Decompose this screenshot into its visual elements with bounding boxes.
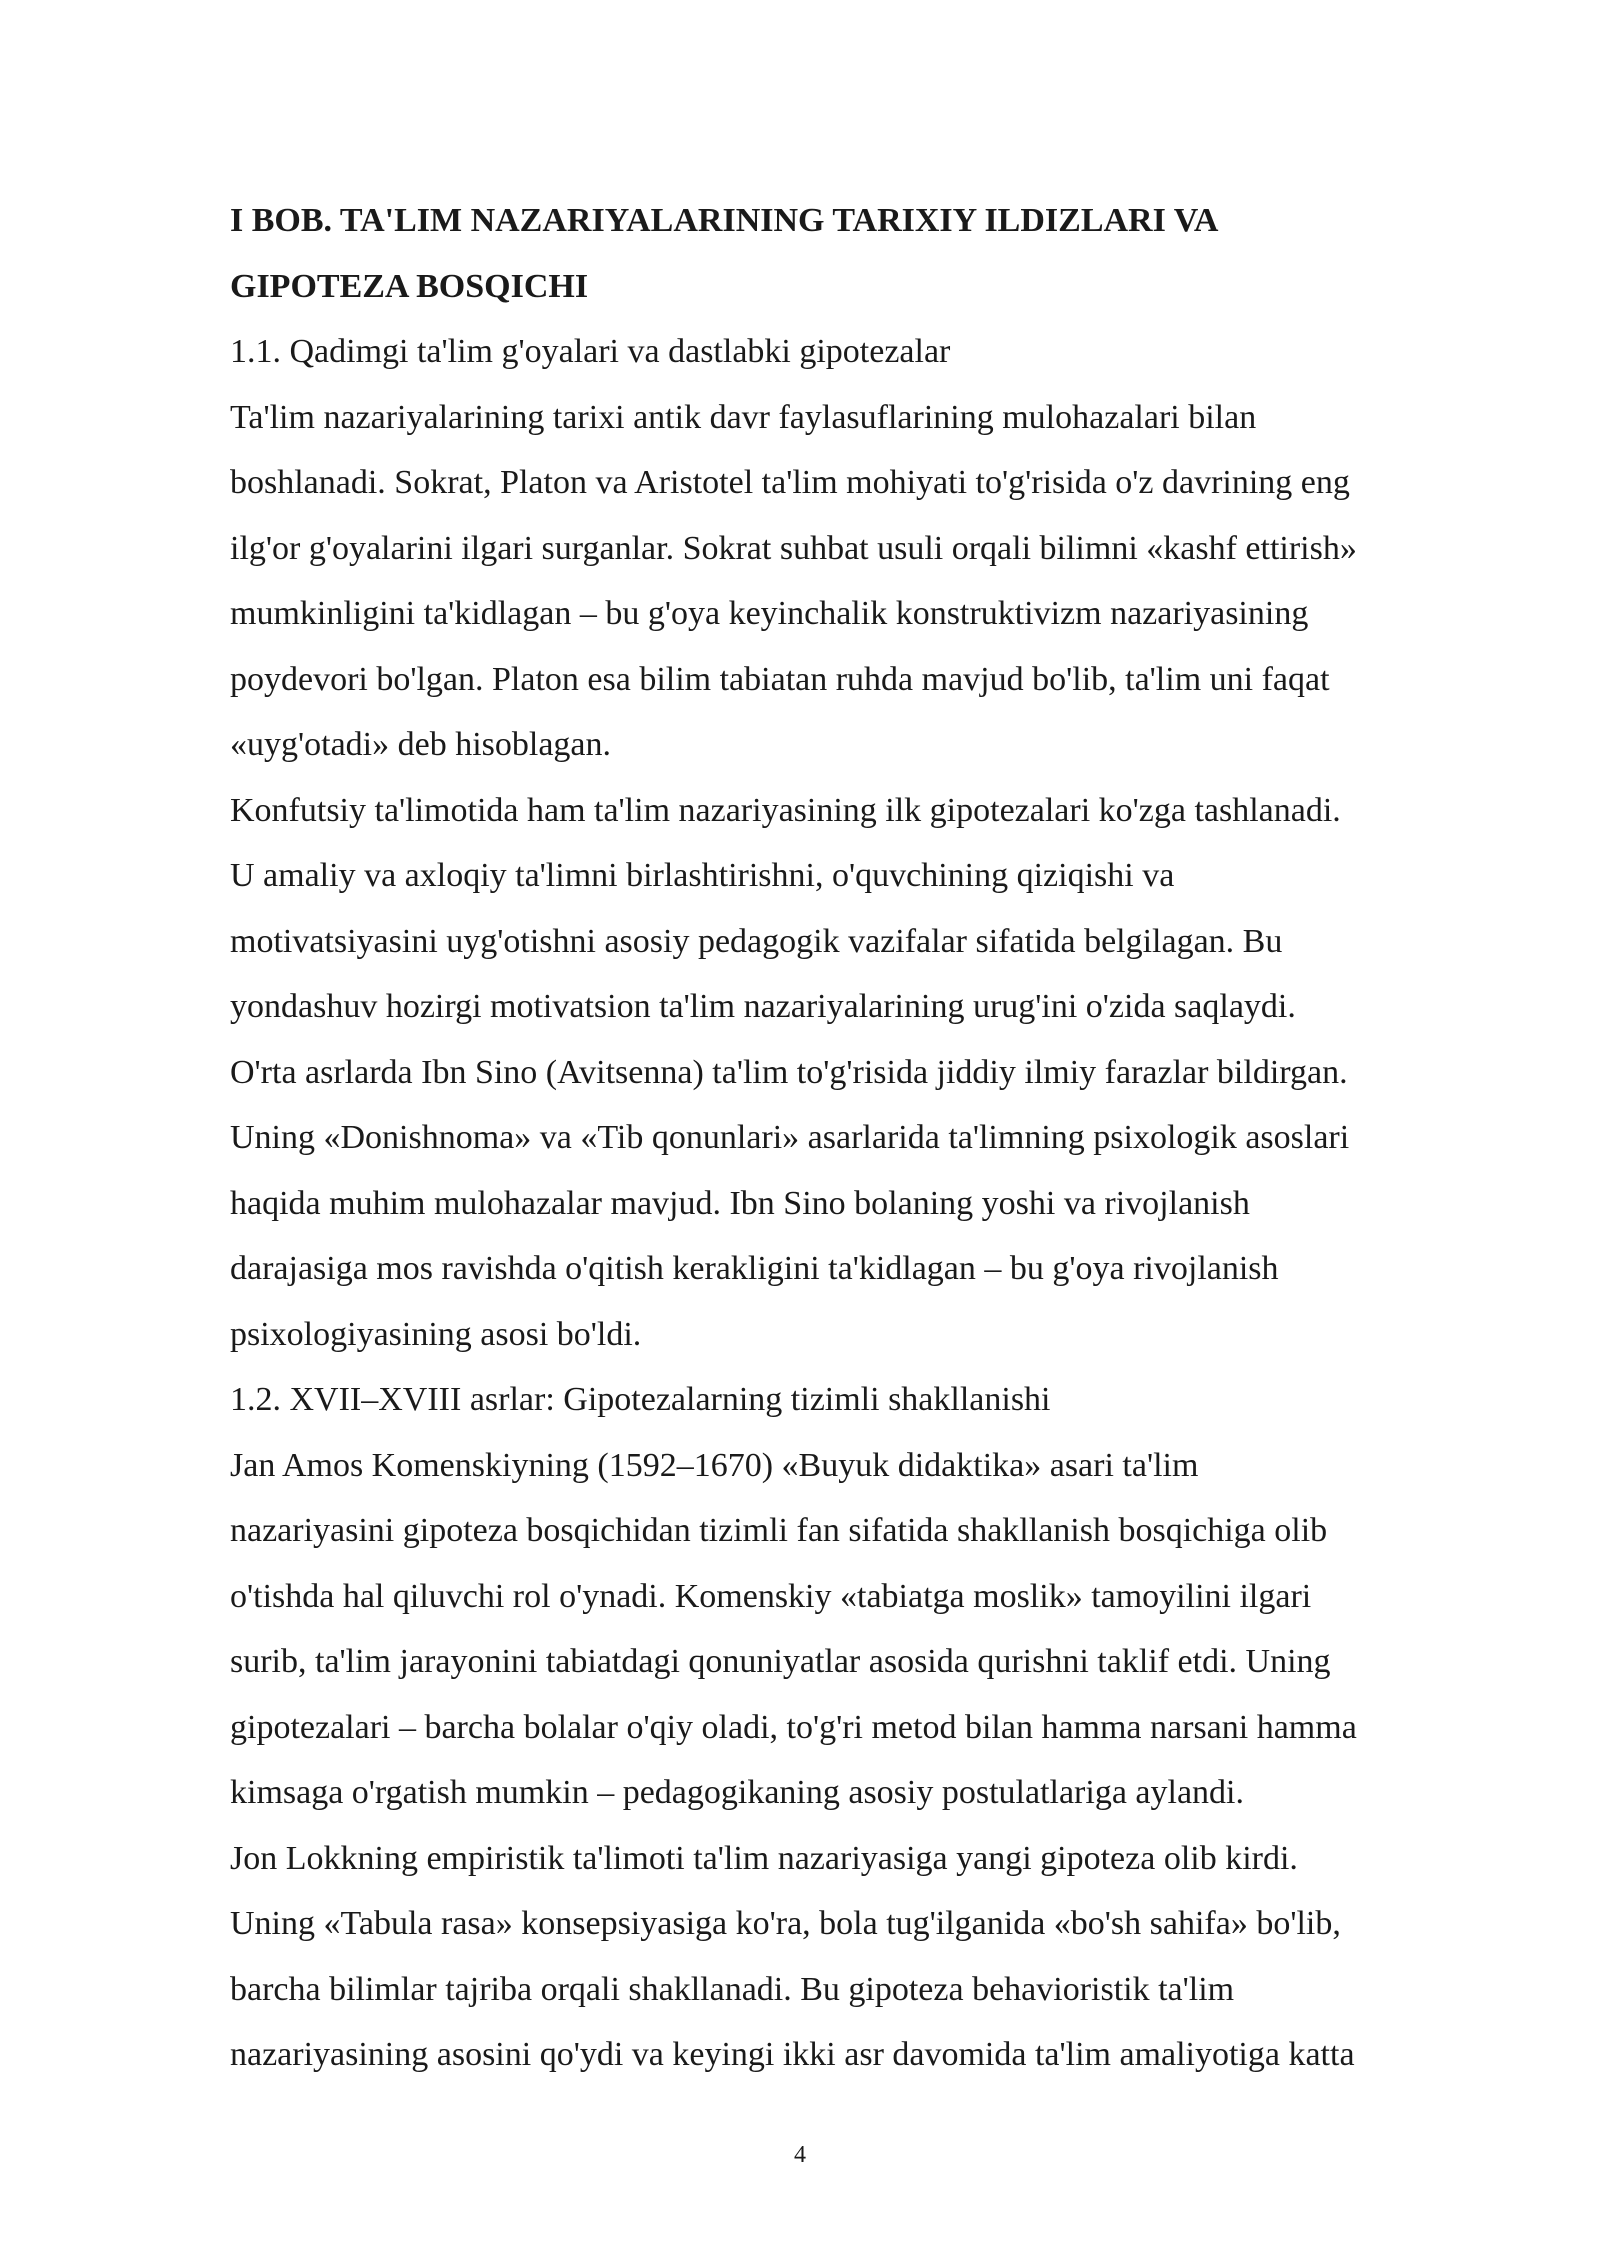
chapter-title — [230, 188, 1490, 319]
paragraph — [230, 778, 1490, 1040]
text-line: poydevori bo'lgan. Platon esa bilim tabiatan ruhda mavjud bo'lib, ta'lim uni faqat — [230, 660, 1330, 698]
page-content — [230, 188, 1490, 2088]
text-line: mumkinligini ta'kidlagan – bu g'oya keyinchalik konstruktivizm nazariyasining — [230, 595, 1309, 632]
text-line: ilg'or g'oyalarini ilgari surganlar. Sokrat suhbat usuli orqali bilimni «kashf ettirish» — [230, 529, 1357, 567]
page-number: 4 — [794, 2142, 806, 2168]
text-line: Jon Lokkning empiristik ta'limoti ta'lim nazariyasiga yangi gipoteza olib kirdi. — [230, 1839, 1298, 1877]
paragraph — [230, 385, 1490, 778]
text-line: kimsaga o'rgatish mumkin – pedagogikaning asosiy postulatlariga aylandi. — [230, 1774, 1244, 1811]
text-line: Konfutsiy ta'limotida ham ta'lim nazariyasining ilk gipotezalari ko'zga tashlanadi. — [230, 791, 1341, 829]
text-line: Jan Amos Komenskiyning (1592–1670) «Buyuk didaktika» asari ta'lim — [230, 1446, 1199, 1484]
text-line: nazariyasini gipoteza bosqichidan tizimli fan sifatida shakllanish bosqichiga olib — [230, 1512, 1328, 1549]
text-line: boshlanadi. Sokrat, Platon va Aristotel ta'lim mohiyati to'g'risida o'z davrining eng — [230, 464, 1350, 501]
text-line: Uning «Tabula rasa» konsepsiyasiga ko'ra, bola tug'ilganida «bo'sh sahifa» bo'lib, — [230, 1905, 1341, 1942]
text-line: Uning «Donishnoma» va «Tib qonunlari» asarlarida ta'limning psixologik asoslari — [230, 1119, 1350, 1156]
paragraph — [230, 1826, 1490, 2088]
text-line: Ta'lim nazariyalarining tarixi antik davr faylasuflarining mulohazalari bilan — [230, 398, 1257, 436]
text-line: yondashuv hozirgi motivatsion ta'lim nazariyalarining urug'ini o'zida saqlaydi. — [230, 988, 1296, 1025]
text-line: «uyg'otadi» deb hisoblagan. — [230, 726, 612, 763]
paragraph — [230, 1433, 1490, 1826]
text-line: U amaliy va axloqiy ta'limni birlashtirishni, o'quvchining qiziqishi va — [230, 857, 1175, 894]
text-line: barcha bilimlar tajriba orqali shakllanadi. Bu gipoteza behavioristik ta'lim — [230, 1970, 1235, 2008]
text-line: O'rta asrlarda Ibn Sino (Avitsenna) ta'lim to'g'risida jiddiy ilmiy farazlar bildirgan. — [230, 1053, 1348, 1091]
text-line: nazariyasining asosini qo'ydi va keyingi ikki asr davomida ta'lim amaliyotiga katta — [230, 2036, 1355, 2073]
text-line: surib, ta'lim jarayonini tabiatdagi qonuniyatlar asosida qurishni taklif etdi. Uning — [230, 1643, 1331, 1680]
chapter-title-line: I BOB. TA'LIM NAZARIYALARINING TARIXIY ILDIZLARI VA — [230, 202, 1219, 239]
paragraph — [230, 1040, 1490, 1368]
section-heading-1-2: 1.2. XVII–XVIII asrlar: Gipotezalarning tizimli shakllanishi — [230, 1381, 1051, 1418]
chapter-title-line: GIPOTEZA BOSQICHI — [230, 267, 589, 305]
text-line: darajasiga mos ravishda o'qitish kerakligini ta'kidlagan – bu g'oya rivojlanish — [230, 1250, 1279, 1287]
text-line: o'tishda hal qiluvchi rol o'ynadi. Komenskiy «tabiatga moslik» tamoyilini ilgari — [230, 1577, 1312, 1615]
text-line: psixologiyasining asosi bo'ldi. — [230, 1315, 642, 1353]
text-line: motivatsiyasini uyg'otishni asosiy pedagogik vazifalar sifatida belgilagan. Bu — [230, 922, 1283, 960]
section-heading-1-1: 1.1. Qadimgi ta'lim g'oyalari va dastlabki gipotezalar — [230, 333, 951, 370]
text-line: gipotezalari – barcha bolalar o'qiy oladi, to'g'ri metod bilan hamma narsani hamma — [230, 1708, 1357, 1746]
text-line: haqida muhim mulohazalar mavjud. Ibn Sino bolaning yoshi va rivojlanish — [230, 1184, 1250, 1222]
